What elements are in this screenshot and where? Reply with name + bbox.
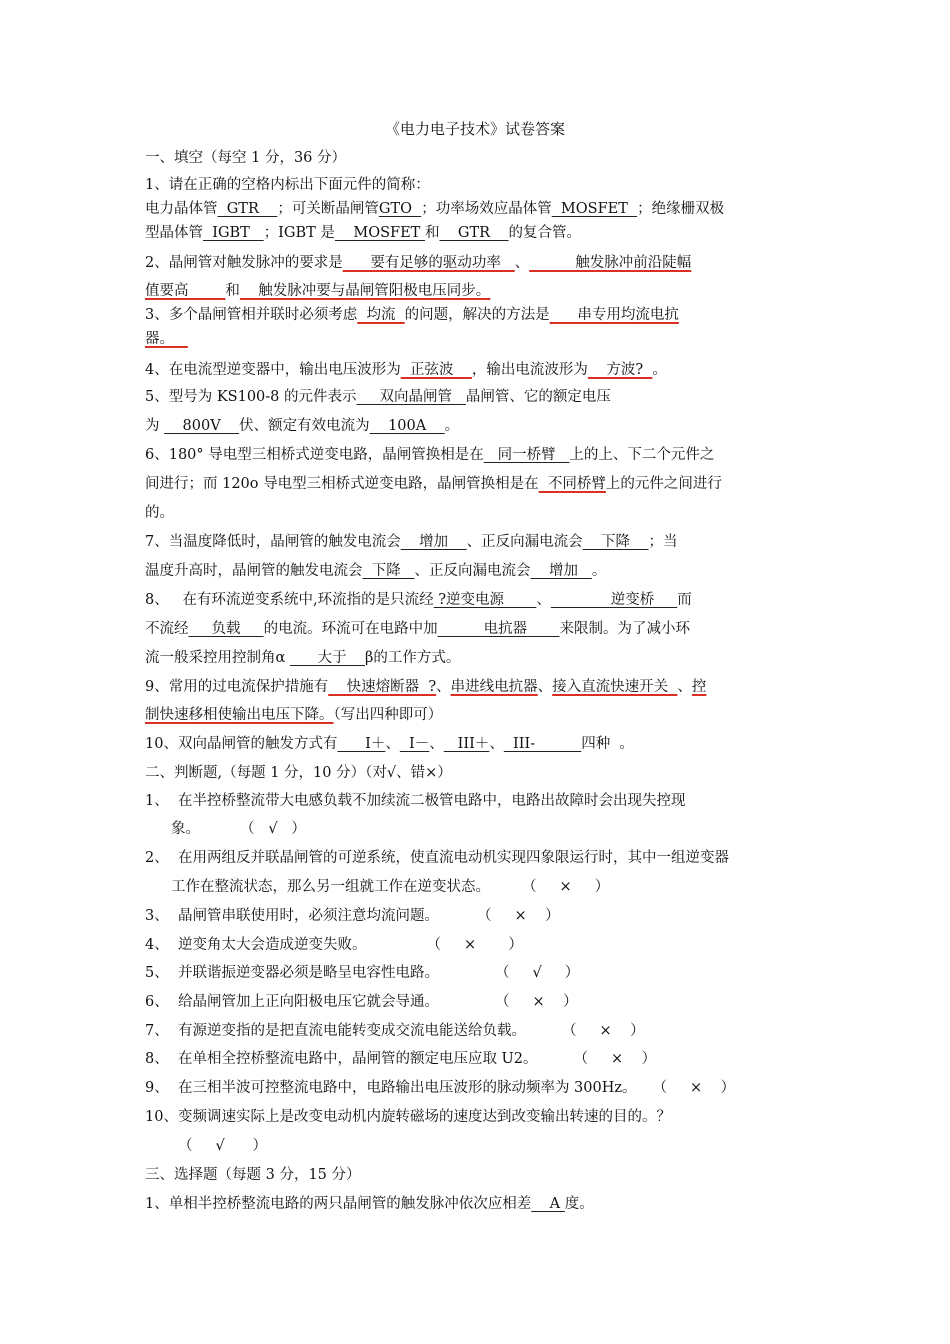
q6-line3: 的。 (145, 505, 174, 521)
answer-decrease-2: 下降 (362, 563, 415, 579)
answer-igbt-mosfet: MOSFET (334, 225, 425, 241)
judge-item-7: 7、 有源逆变指的是把直流电能转变成交流电能送给负载。 （ × ） (145, 1023, 645, 1039)
answer-drive-power: 要有足够的驱动功率 (342, 255, 515, 271)
section-fill-heading: 一、填空（每空 1 分，36 分） (145, 150, 347, 166)
q3-line2: 器。 (145, 331, 188, 347)
answer-trigger-1: I＋ (337, 736, 386, 752)
answer-decrease-1: 下降 (582, 534, 649, 550)
judge-item-8: 8、 在单相全控桥整流电路中，晶闸管的额定电压应取 U2。 （ × ） (145, 1051, 657, 1067)
q1-line2: 型晶体管 IGBT ；IGBT 是 MOSFET 和 GTR 的复合管。 (145, 225, 582, 241)
q8-line3: 流一般采控用控制角α 大于 β的工作方式。 (145, 650, 461, 666)
answer-igbt-gtr: GTR (439, 225, 509, 241)
q2-line1: 2、晶闸管对触发脉冲的要求是 要有足够的驱动功率 、 触发脉冲前沿陡幅 (145, 255, 692, 271)
answer-current-sharing: 均流 (357, 307, 405, 323)
judge-item-2: 2、 在用两组反并联晶闸管的可逆系统，使直流电动机实现四象限运行时，其中一组逆变器 (145, 850, 729, 866)
judge-item-10: 10、变频调速实际上是改变电动机内旋转磁场的速度达到改变输出转速的目的。？ (145, 1109, 671, 1125)
judge-answer-2: （ × ） (522, 879, 610, 895)
judge-answer-5: （ √ ） (494, 965, 580, 981)
judge-answer-10: （ √ ） (178, 1138, 267, 1154)
judge-item-3: 3、 晶闸管串联使用时，必须注意均流问题。 （ × ） (145, 908, 560, 924)
judge-answer-8: （ × ） (573, 1051, 657, 1067)
q1-line1: 电力晶体管 GTR ；可关断晶闸管GTO ；功率场效应晶体管 MOSFET ；绝缘栅双极 (145, 201, 725, 217)
q6-line1: 6、180° 导电型三相桥式逆变电路，晶闸管换相是在 同一桥臂 上的上、下二个元件之 (145, 447, 715, 463)
judge-item-5: 5、 并联谐振逆变器必须是略呈电容性电路。 （ √ ） (145, 965, 580, 981)
answer-igbt: IGBT (203, 225, 264, 241)
answer-pulse-edge: 触发脉冲前沿陡幅 (529, 255, 692, 271)
answer-pulse-sync: 触发脉冲要与晶闸管阳极电压同步。 (239, 283, 491, 299)
answer-series-reactor: 串进线电抗器 (450, 679, 538, 695)
answer-square-wave: 方波? (587, 362, 653, 378)
answer-load: 负载 (188, 621, 264, 637)
judge-item-9: 9、 在三相半波可控整流电路中，电路输出电压波形的脉动频率为 300Hz。 （ × ） (145, 1080, 736, 1096)
answer-trigger-3: III＋ (443, 736, 490, 752)
answer-sine-wave: 正弦波 (400, 362, 472, 378)
q1-intro: 1、请在正确的空格内标出下面元件的简称： (145, 177, 430, 193)
q9-line1: 9、常用的过电流保护措施有 快速熔断器 ?、串进线电抗器、接入直流快速开关 、控 (145, 679, 707, 695)
judge-answer-3: （ × ） (476, 908, 560, 924)
answer-different-arm: 不同桥臂 (538, 476, 606, 492)
judge-item-1: 1、 在半控桥整流带大电感负载不加续流二极管电路中，电路出故障时会出现失控现 (145, 793, 686, 809)
judge-answer-9: （ × ） (652, 1080, 736, 1096)
answer-increase-1: 增加 (400, 534, 467, 550)
answer-inverter-bridge: 逆变桥 (550, 592, 678, 608)
q3-line1: 3、多个晶闸管相并联时必须考虑 均流 的问题，解决的方法是 串专用均流电抗 (145, 307, 679, 323)
q7-line1: 7、当温度降低时，晶闸管的触发电流会 增加 、正反向漏电流会 下降 ；当 (145, 534, 678, 550)
judge-answer-4: （ × ） (426, 937, 523, 953)
q8-line2: 不流经 负载 的电流。环流可在电路中加 电抗器 来限制。为了减小环 (145, 621, 690, 637)
answer-reactor: 串专用均流电抗 (549, 307, 679, 323)
section-choice-heading: 三、选择题（每题 3 分，15 分） (145, 1167, 361, 1183)
q10-line: 10、双向晶闸管的触发方式有 I＋、 I－、 III＋、 III- 四种 。 (145, 736, 634, 752)
answer-mosfet: MOSFET (551, 201, 638, 217)
judge-answer-1: （ √ ） (240, 821, 306, 837)
judge-item-4: 4、 逆变角太大会造成逆变失败。 （ × ） (145, 937, 523, 953)
answer-gtr: GTR (217, 201, 278, 217)
answer-same-arm: 同一桥臂 (483, 447, 570, 463)
q2-line2: 值要高 和 触发脉冲要与晶闸管阳极电压同步。 (145, 283, 491, 299)
q9-line2: 制快速移相使输出电压下降。（写出四种即可） (145, 707, 443, 723)
judge-answer-7: （ × ） (561, 1023, 645, 1039)
answer-gto: GTO (378, 201, 422, 217)
answer-dc-fast-switch: 接入直流快速开关 (552, 679, 678, 695)
q6-line2: 间进行；而 120o 导电型三相桥式逆变电路，晶闸管换相是在 不同桥臂上的元件之间进行 (145, 476, 722, 492)
answer-increase-2: 增加 (530, 563, 592, 579)
answer-800v: 800V (164, 418, 240, 434)
answer-100a: 100A (369, 418, 445, 434)
answer-trigger-4: III- (503, 736, 582, 752)
answer-trigger-2: I－ (399, 736, 430, 752)
answer-reactor-2: 电抗器 (437, 621, 560, 637)
choice-answer-1: A (531, 1196, 565, 1212)
q7-line2: 温度升高时，晶闸管的触发电流会 下降 、正反向漏电流会 增加 。 (145, 563, 607, 579)
answer-fast-phase-shift: 制快速移相使输出电压下降。 (145, 707, 334, 723)
choice-item-1: 1、单相半控桥整流电路的两只晶闸管的触发脉冲依次应相差 A 度。 (145, 1196, 594, 1212)
q8-line1: 8、 在有环流逆变系统中,环流指的是只流经 ?逆变电源 、 逆变桥 而 (145, 592, 692, 608)
judge-item-6: 6、 给晶闸管加上正向阳极电压它就会导通。 （ × ） (145, 994, 578, 1010)
judge-item-1-cont: 象。 （ √ ） (171, 821, 306, 837)
section-judge-heading: 二、判断题,（每题 1 分，10 分）（对√、错×） (145, 765, 452, 781)
answer-triac: 双向晶闸管 (356, 389, 466, 405)
q5-line2: 为 800V 伏、额定有效电流为 100A 。 (145, 418, 460, 434)
judge-answer-6: （ × ） (494, 994, 578, 1010)
judge-item-2-cont: 工作在整流状态，那么另一组就工作在逆变状态。 （ × ） (171, 879, 610, 895)
answer-inverter-source: ?逆变电源 (433, 592, 537, 608)
q5-line1: 5、型号为 KS100-8 的元件表示 双向晶闸管 晶闸管、它的额定电压 (145, 389, 611, 405)
document-title: 《电力电子技术》试卷答案 (384, 120, 565, 138)
answer-fast-fuse: 快速熔断器 ? (328, 679, 437, 695)
answer-greater-than: 大于 (289, 650, 365, 666)
q4-line: 4、在电流型逆变器中，输出电压波形为 正弦波 ，输出电流波形为 方波? 。 (145, 362, 667, 378)
